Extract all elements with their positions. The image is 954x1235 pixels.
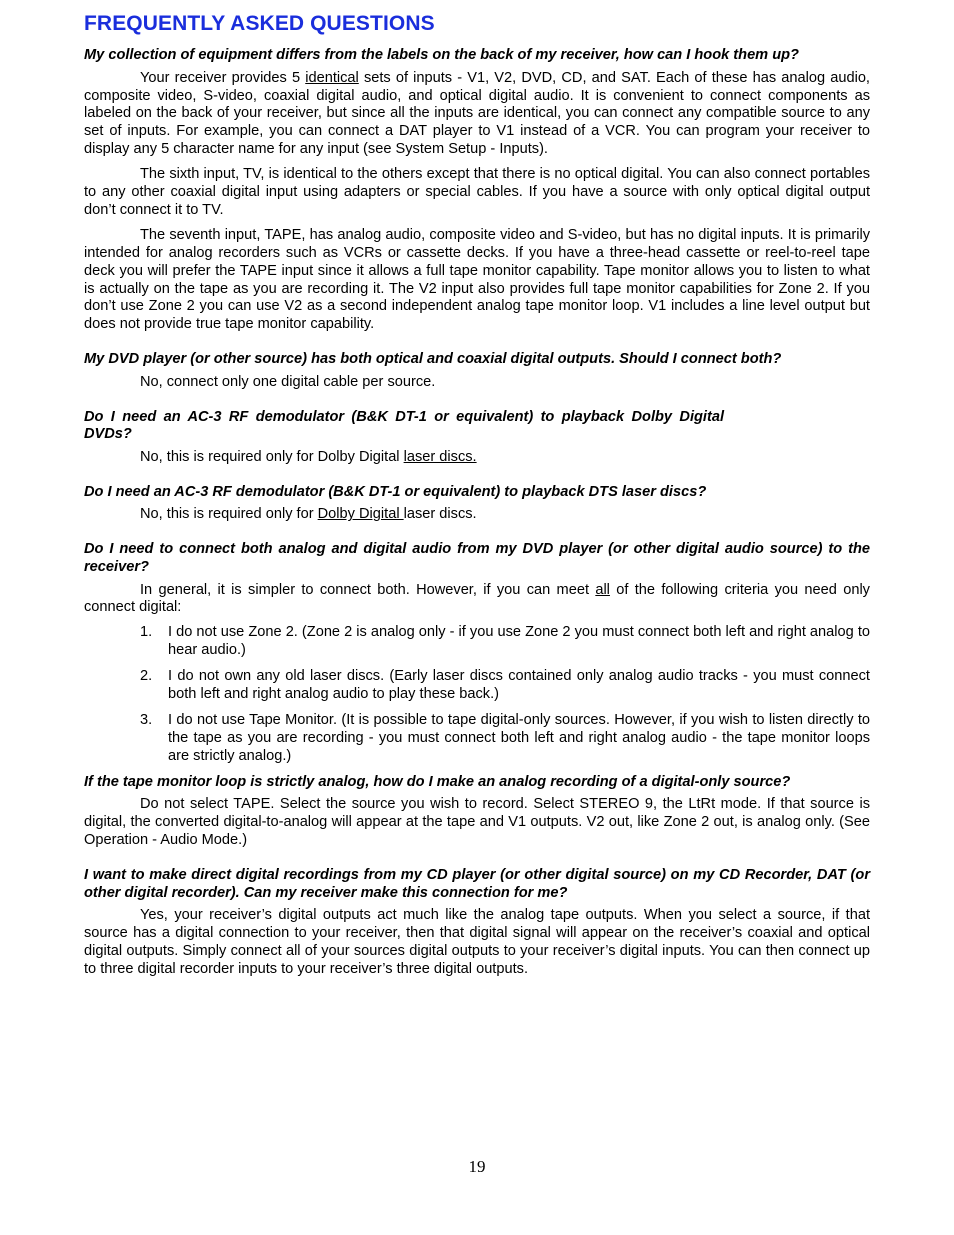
criteria-list xyxy=(140,624,870,765)
faq-answer-paragraph: No, this is required only for Dolby Digital laser discs. xyxy=(140,448,477,465)
faq-answer-paragraph: No, connect only one digital cable per source. xyxy=(140,373,436,390)
faq-question: I want to make direct digital recordings from my CD player (or other digital source) on my CD Recorder, DAT (or other digital recorder). Can my receiver make this connection for me? xyxy=(84,867,870,901)
faq-question: Do I need an AC-3 RF demodulator (B&K DT-1 or equivalent) to playback DTS laser discs? xyxy=(84,483,707,500)
faq-question: Do I need to connect both analog and digital audio from my DVD player (or other digital audio source) to the receiver? xyxy=(84,541,870,575)
faq-answer-paragraph: The sixth input, TV, is identical to the others except that there is no optical digital. You can also connect portables to any other coaxial digital input using adapters or special cables. If you have a source with only optical digital output don’t connect it to TV. xyxy=(84,166,870,218)
list-item: 1. I do not use Zone 2. (Zone 2 is analog only - if you use Zone 2 you must connect both left and right analog to hear audio.) xyxy=(140,624,870,659)
list-item: 3. I do not use Tape Monitor. (It is possible to tape digital-only sources. However, if you wish to listen directly to the tape as you are recording - you must connect both left and right analog audio - the tape monitor loops are strictly analog.) xyxy=(140,712,870,764)
page-title: FREQUENTLY ASKED QUESTIONS xyxy=(84,12,435,35)
faq-answer-paragraph: Do not select TAPE. Select the source you wish to record. Select STEREO 9, the LtRt mode. If that source is digital, the converted digital-to-analog will appear at the tape and V1 outputs. V2 out, like Zone 2 out, is analog only. (See Operation - Audio Mode.) xyxy=(84,796,870,849)
faq-answer-paragraph: No, this is required only for Dolby Digital laser discs. xyxy=(140,506,477,523)
page-number: 19 xyxy=(468,1157,486,1176)
faq-answer-paragraph: The seventh input, TAPE, has analog audio, composite video and S-video, but has no digital inputs. It is primarily intended for analog recorders such as VCRs or cassette decks. If you have a three-head cassette or reel-to-reel tape deck you will prefer the TAPE input since it allows a full tape monitor capability. Tape monitor allows you to listen to what is actually on the tape as you are recording it. The V2 input also provides full tape monitor capabilities for Zone 2. If you don’t use Zone 2 you can use V2 as a second independent analog tape monitor loop. V1 includes a line level output but does not provide true tape monitor capability. xyxy=(84,226,870,333)
faq-question: My collection of equipment differs from the labels on the back of my receiver, how can I hook them up? xyxy=(84,47,799,63)
faq-answer-paragraph: Your receiver provides 5 identical sets of inputs - V1, V2, DVD, CD, and SAT. Each of these has analog audio, composite video, S-video, coaxial digital audio, and optical digital audio. It is convenient to connect components as labeled on the back of your receiver, but since all the inputs are identical, you can connect any compatible source to any set of inputs. For example, you can connect a DAT player to V1 instead of a VCR. You can program your receiver to display any 5 character name for any input (see System Setup - Inputs). xyxy=(84,69,870,158)
faq-answer-paragraph: In general, it is simpler to connect both. However, if you can meet all of the following criteria you need only connect digital: xyxy=(84,581,870,616)
list-item: 2. I do not own any old laser discs. (Early laser discs contained only analog audio tracks - you must connect both left and right analog audio to play these back.) xyxy=(140,668,870,703)
faq-question: Do I need an AC-3 RF demodulator (B&K DT-1 or equivalent) to playback Dolby Digital DVDs? xyxy=(84,408,724,443)
faq-page xyxy=(84,12,870,986)
faq-answer-paragraph: Yes, your receiver’s digital outputs act much like the analog tape outputs. When you select a source, if that source has a digital connection to your receiver, then that digital signal will appear on the receiver’s coaxial and optical digital outputs. Simply connect all of your sources digital outputs to your receiver’s digital inputs. You can then connect up to three digital recorder inputs to your receiver’s three digital outputs. xyxy=(84,907,870,977)
faq-question: My DVD player (or other source) has both optical and coaxial digital outputs. Should I connect both? xyxy=(84,351,782,368)
faq-question: If the tape monitor loop is strictly analog, how do I make an analog recording of a digital-only source? xyxy=(84,773,791,790)
